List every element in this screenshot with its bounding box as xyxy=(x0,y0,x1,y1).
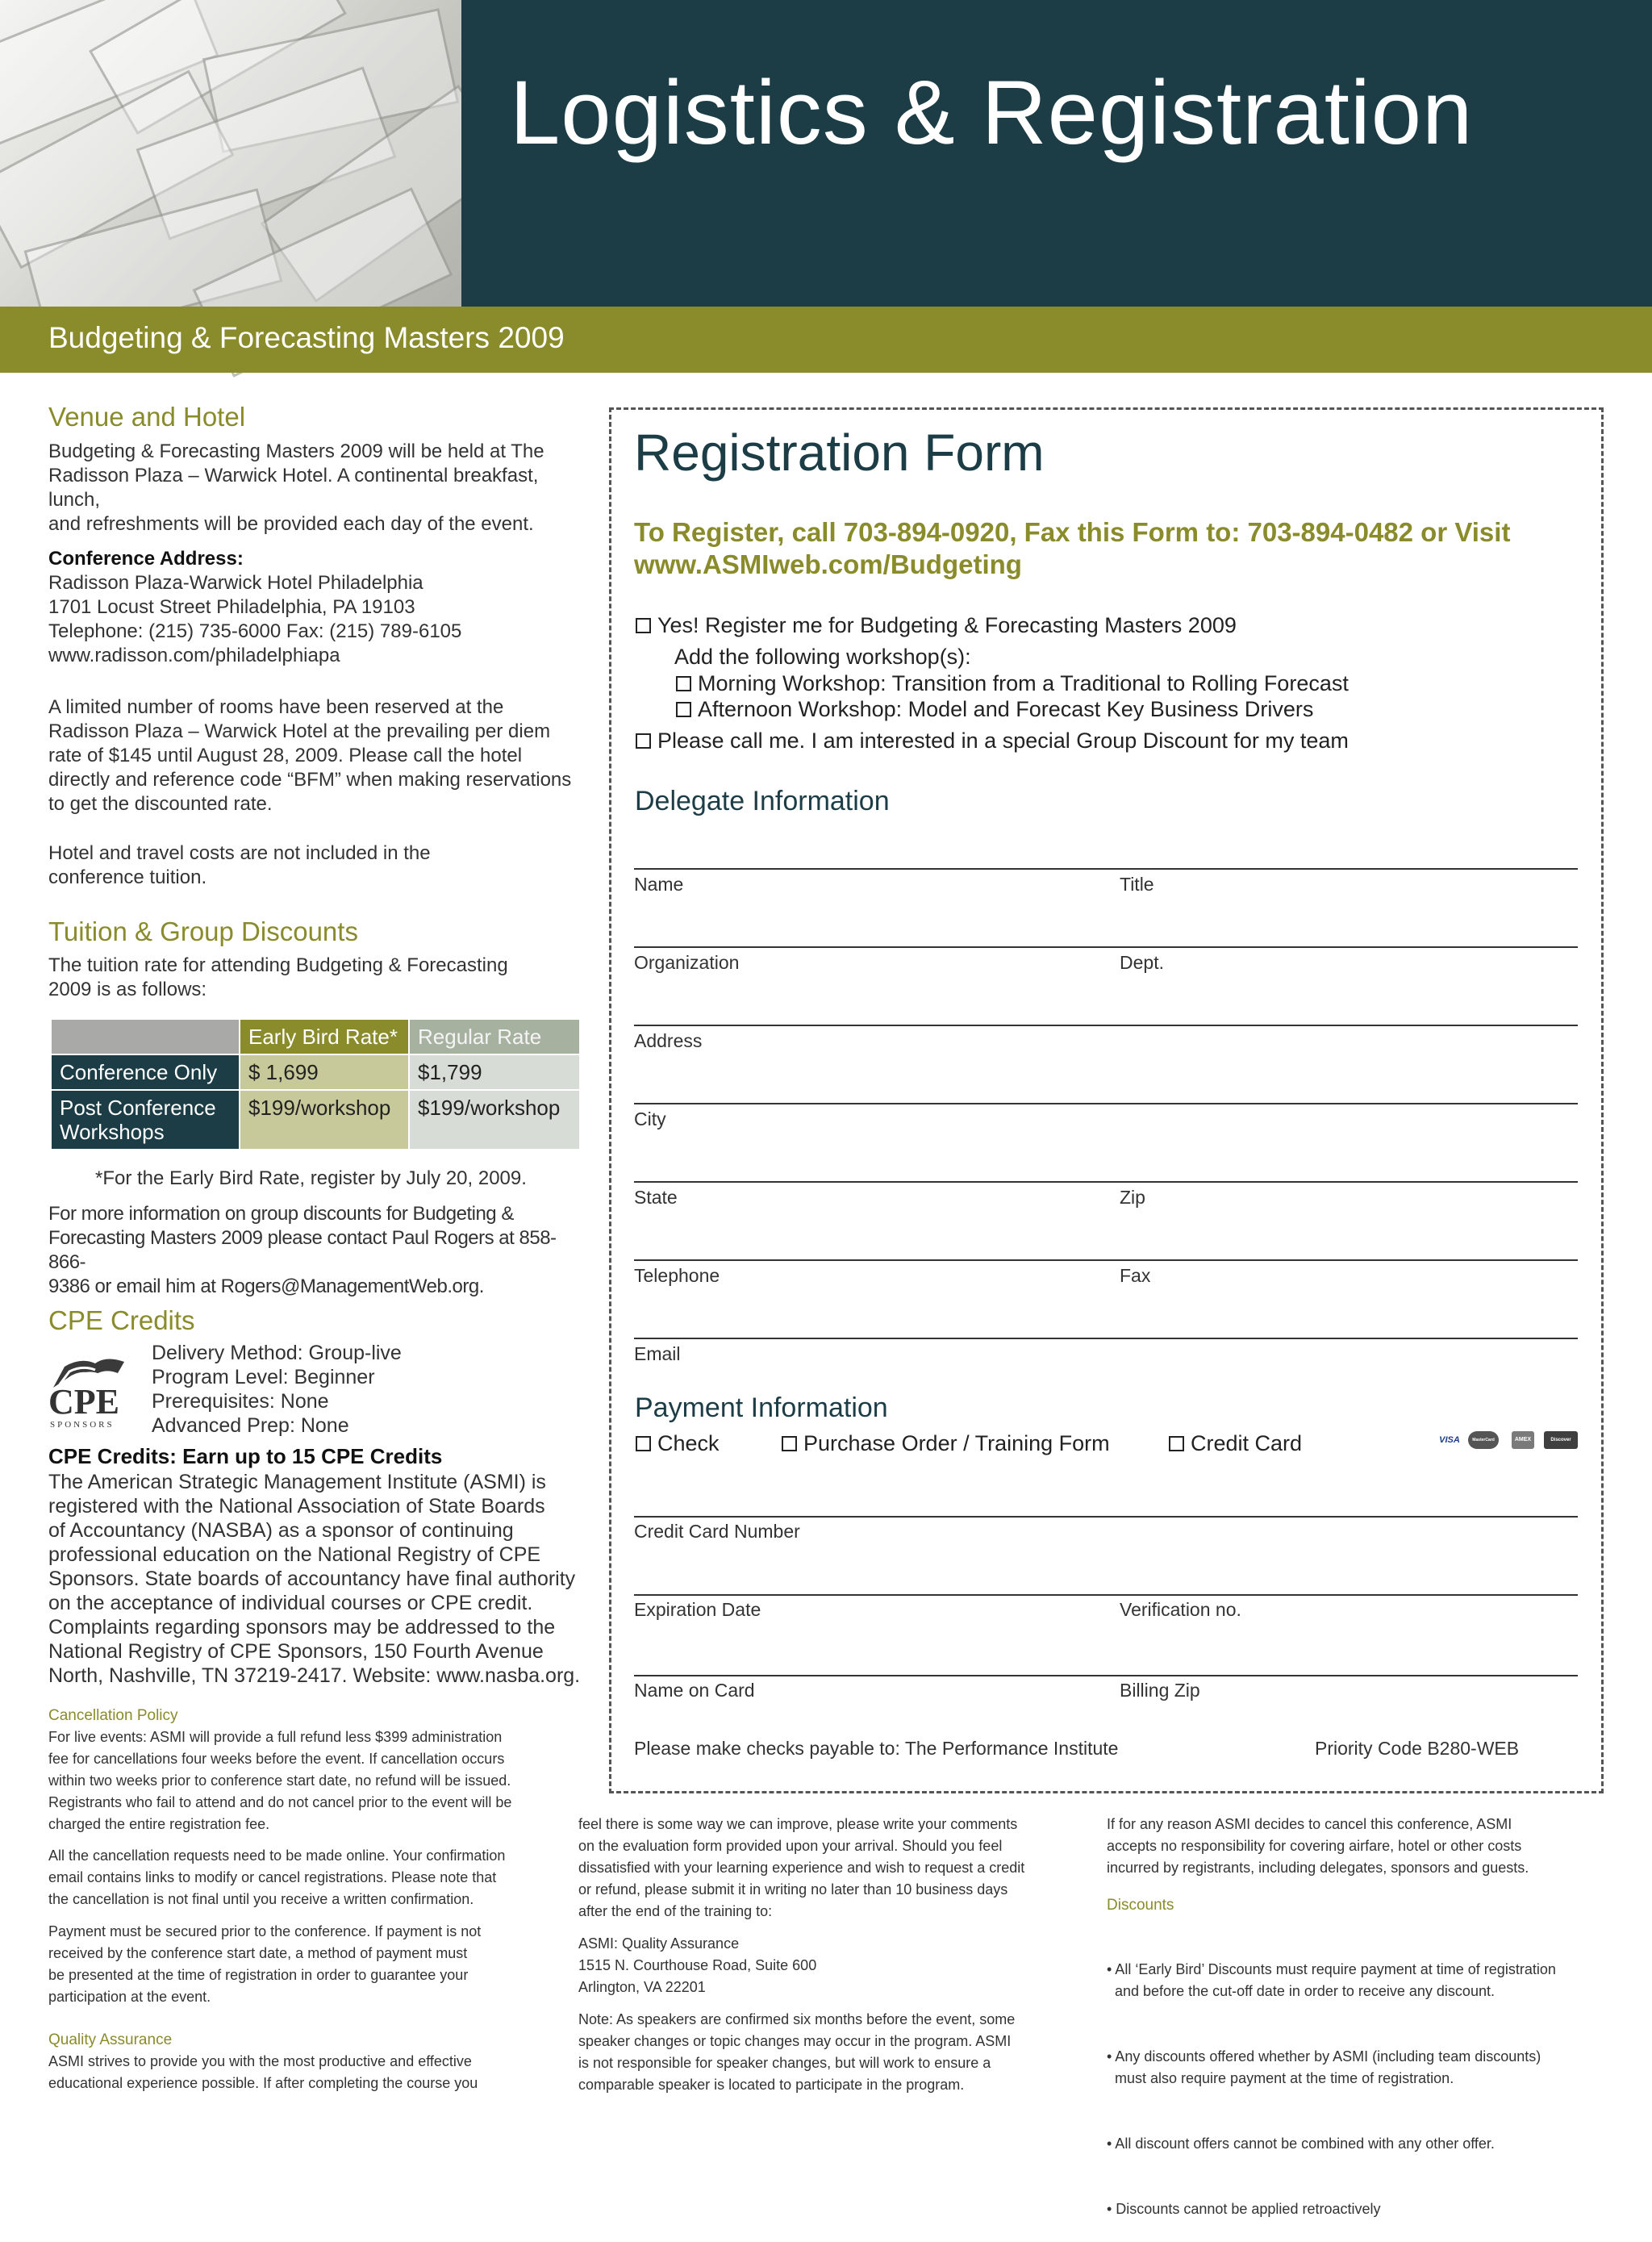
cancellation-online-text: All the cancellation requests need to be made online. Your confirmation email contains links to modify or cancel registrations. Please note that the cancellation is not final until you receive a written confirmation. xyxy=(48,1847,506,1907)
telephone-label: Telephone xyxy=(634,1265,720,1286)
cpe-body: The American Strategic Management Institute (ASMI) is registered with the National Association of State Boards of Accountancy (NASBA) as a sponsor of continuing professional education on the National Registry of CPE Sponsors. State boards of accountancy have final authority on the acceptance of individual courses or CPE credit. Complaints regarding sponsors may be addressed to the National Registry of CPE Sponsors, 150 Fourth Avenue North, Nashville, TN 37219-2417. Website: www.nasba.org. xyxy=(48,1471,581,1687)
name-on-card-label: Name on Card xyxy=(634,1680,755,1701)
purchase-order-checkbox[interactable] xyxy=(782,1436,797,1451)
expiration-verification-field[interactable] xyxy=(634,1594,1578,1596)
check-checkbox[interactable] xyxy=(636,1436,651,1451)
afternoon-workshop-option[interactable]: Afternoon Workshop: Model and Forecast Key Business Drivers xyxy=(676,695,1313,723)
fax-label: Fax xyxy=(1120,1265,1151,1286)
dept-label: Dept. xyxy=(1120,952,1164,973)
afternoon-workshop-checkbox[interactable] xyxy=(676,702,691,717)
pay-po-option[interactable]: Purchase Order / Training Form xyxy=(782,1430,1110,1457)
regular-rate-header: Regular Rate xyxy=(410,1020,579,1054)
row-label: Post Conference Workshops xyxy=(52,1091,239,1149)
delegate-info-heading: Delegate Information xyxy=(635,786,890,816)
email-field[interactable] xyxy=(634,1338,1578,1339)
title-label: Title xyxy=(1120,874,1154,895)
priority-code: Priority Code B280-WEB xyxy=(1315,1738,1520,1759)
name-on-card-field[interactable] xyxy=(634,1675,1578,1676)
register-checkbox[interactable] xyxy=(636,618,651,633)
amex-logo-icon: AMEX xyxy=(1512,1431,1534,1449)
table-corner-cell xyxy=(52,1020,239,1054)
cpe-credits-heading: CPE Credits: Earn up to 15 CPE Credits xyxy=(48,1444,443,1468)
row-label: Conference Only xyxy=(52,1055,239,1089)
pay-credit-card-option[interactable]: Credit Card xyxy=(1169,1430,1302,1457)
quality-heading: Quality Assurance xyxy=(48,2031,173,2048)
header-money-photo xyxy=(0,0,461,307)
venue-heading: Venue and Hotel xyxy=(48,402,246,432)
conference-cancel-notice: If for any reason ASMI decides to cancel this conference, ASMI accepts no responsibility for covering airfare, hotel or other costs incurred by registrants, including delegates, sponsors and guests. xyxy=(1107,1816,1529,1876)
discover-logo-icon: Discover xyxy=(1544,1431,1578,1449)
expiration-label: Expiration Date xyxy=(634,1599,761,1620)
organization-dept-field[interactable] xyxy=(634,946,1578,948)
form-title: Registration Form xyxy=(634,424,1045,482)
discounts-list xyxy=(1107,1915,1623,2242)
state-zip-field[interactable] xyxy=(634,1181,1578,1183)
list-item: • Any discounts offered whether by ASMI (including team discounts) must also require payment at the time of registration. xyxy=(1107,2048,1541,2086)
quality-continued-text: feel there is some way we can improve, please write your comments on the evaluation form provided upon your arrival. Should you feel dissatisfied with your learning experience and wish to request a credit or refund, please submit it in writing no later than 10 business days after the end of the training to: xyxy=(578,1816,1025,1919)
list-item: • Discounts cannot be applied retroactively xyxy=(1107,2201,1381,2217)
room-block-text: A limited number of rooms have been reserved at the Radisson Plaza – Warwick Hotel at the prevailing per diem rate of $145 until August 28, 2009. Please call the hotel directly and reference code “BFM” when making reservations to get the discounted rate. xyxy=(48,696,572,815)
credit-card-checkbox[interactable] xyxy=(1169,1436,1184,1451)
quality-address: ASMI: Quality Assurance 1515 N. Courthouse Road, Suite 600 Arlington, VA 22201 xyxy=(578,1935,817,1995)
regular-rate-cell: $1,799 xyxy=(410,1055,579,1089)
group-discount-option[interactable]: Please call me. I am interested in a special Group Discount for my team xyxy=(636,727,1349,754)
tuition-heading: Tuition & Group Discounts xyxy=(48,916,358,946)
state-label: State xyxy=(634,1187,678,1208)
conference-address: Radisson Plaza-Warwick Hotel Philadelphia 1701 Locust Street Philadelphia, PA 19103 Telephone: (215) 735-6000 Fax: (215) 789-6105 www.radisson.com/philadelphiapa xyxy=(48,571,581,668)
page-title: Logistics & Registration xyxy=(510,62,1474,163)
tuition-intro: The tuition rate for attending Budgeting & Forecasting 2009 is as follows: xyxy=(48,954,508,1000)
speaker-note: Note: As speakers are confirmed six months before the event, some speaker changes or topic changes may occur in the program. ASMI is not responsible for speaker changes, but will work to ensure a comparable speaker is located to participate in the program. xyxy=(578,2011,1016,2093)
payment-policy-text: Payment must be secured prior to the conference. If payment is not received by the conference start date, a method of payment must be presented at the time of registration in order to guarantee your participation at the event. xyxy=(48,1923,482,2005)
quality-text: ASMI strives to provide you with the most productive and effective educational experience possible. If after completing the course you xyxy=(48,2053,478,2091)
city-field[interactable] xyxy=(634,1103,1578,1104)
group-discount-checkbox[interactable] xyxy=(636,733,651,749)
pay-check-option[interactable]: Check xyxy=(636,1430,720,1457)
early-bird-cell: $ 1,699 xyxy=(240,1055,408,1089)
group-discount-text: For more information on group discounts for Budgeting & Forecasting Masters 2009 please contact Paul Rogers at 858-866- 9386 or email him at Rogers@ManagementWeb.org. xyxy=(48,1203,557,1297)
list-item: • All ‘Early Bird’ Discounts must require payment at time of registration and before the cut-off date in order to receive any discount. xyxy=(1107,1961,1556,1999)
cpe-heading: CPE Credits xyxy=(48,1305,195,1335)
table-header-row xyxy=(52,1020,579,1054)
register-instructions: To Register, call 703-894-0920, Fax this Form to: 703-894-0482 or Visit www.ASMIweb.com/Budgeting xyxy=(634,516,1570,581)
travel-costs-text: Hotel and travel costs are not included in the conference tuition. xyxy=(48,842,431,888)
name-title-field[interactable] xyxy=(634,868,1578,870)
email-label: Email xyxy=(634,1343,681,1364)
mastercard-logo-icon: MasterCard xyxy=(1468,1431,1499,1449)
add-workshops-label: Add the following workshop(s): xyxy=(674,645,971,669)
registration-website-link[interactable]: www.ASMIweb.com/Budgeting xyxy=(634,549,1022,579)
cancellation-policy-text: For live events: ASMI will provide a full refund less $399 administration fee for cancellations four weeks before the event. If cancellation occurs within two weeks prior to conference start date, no refund will be issued. Registrants who fail to attend and do not cancel prior to the event will be charged the entire registration fee. xyxy=(48,1729,512,1832)
discounts-heading: Discounts xyxy=(1107,1897,1174,1914)
verification-label: Verification no. xyxy=(1120,1599,1241,1620)
morning-workshop-checkbox[interactable] xyxy=(676,676,691,691)
payment-info-heading: Payment Information xyxy=(635,1392,888,1423)
early-bird-footnote: *For the Early Bird Rate, register by July 20, 2009. xyxy=(95,1167,527,1189)
morning-workshop-option[interactable]: Morning Workshop: Transition from a Traditional to Rolling Forecast xyxy=(676,670,1349,697)
organization-label: Organization xyxy=(634,952,740,973)
zip-label: Zip xyxy=(1120,1187,1145,1208)
register-option[interactable]: Yes! Register me for Budgeting & Forecasting Masters 2009 xyxy=(636,612,1237,639)
venue-intro: Budgeting & Forecasting Masters 2009 will be held at The Radisson Plaza – Warwick Hotel. A continental breakfast, lunch, and refreshments will be provided each day of the event. xyxy=(48,440,544,535)
telephone-fax-field[interactable] xyxy=(634,1259,1578,1261)
tuition-table xyxy=(50,1018,581,1150)
address-label: Address xyxy=(634,1030,703,1051)
event-subtitle: Budgeting & Forecasting Masters 2009 xyxy=(48,321,565,354)
cpe-details: Delivery Method: Group-live Program Level: Beginner Prerequisites: None Advanced Prep: None xyxy=(152,1342,402,1437)
table-row xyxy=(52,1091,579,1149)
address-field[interactable] xyxy=(634,1025,1578,1026)
credit-card-number-label: Credit Card Number xyxy=(634,1521,800,1542)
billing-zip-label: Billing Zip xyxy=(1120,1680,1200,1701)
table-row xyxy=(52,1055,579,1089)
checks-payable-text: Please make checks payable to: The Performance Institute xyxy=(634,1738,1119,1759)
visa-logo-icon: VISA xyxy=(1439,1435,1460,1445)
name-label: Name xyxy=(634,874,684,895)
city-label: City xyxy=(634,1108,666,1129)
cpe-sponsors-logo: CPE SPONSORS xyxy=(48,1349,129,1430)
early-bird-cell: $199/workshop xyxy=(240,1091,408,1149)
early-bird-header: Early Bird Rate* xyxy=(240,1020,408,1054)
list-item: • All discount offers cannot be combined with any other offer. xyxy=(1107,2136,1495,2152)
conference-address-heading: Conference Address: xyxy=(48,548,244,570)
regular-rate-cell: $199/workshop xyxy=(410,1091,579,1149)
credit-card-number-field[interactable] xyxy=(634,1516,1578,1518)
hotel-website-link: www.radisson.com/philadelphiapa xyxy=(48,645,340,666)
cancellation-heading: Cancellation Policy xyxy=(48,1707,178,1724)
